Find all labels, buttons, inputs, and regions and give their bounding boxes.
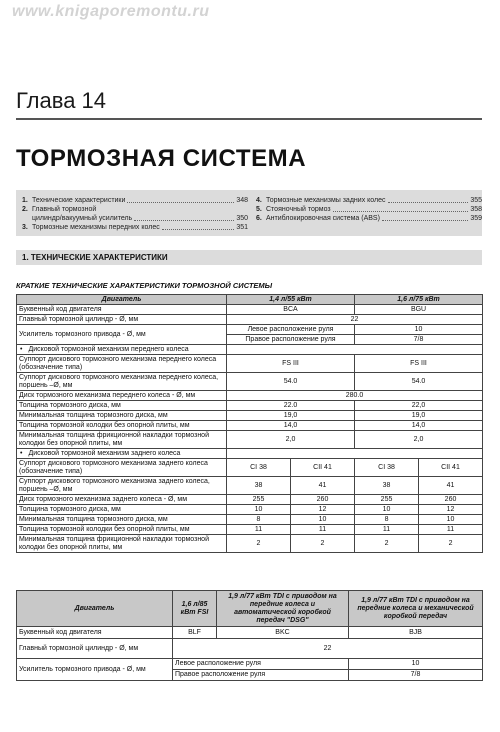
cell-value: CII 41: [291, 459, 355, 477]
row-label: Толщина тормозной колодки без опорной плиты, мм: [17, 421, 227, 431]
table-row: [17, 325, 483, 335]
table-row: [17, 373, 483, 391]
column-header: Двигатель: [17, 295, 227, 305]
cell-value: CI 38: [227, 459, 291, 477]
toc-page: 355: [470, 197, 482, 204]
table-row: [17, 315, 483, 325]
cell-value: 10: [291, 515, 355, 525]
toc-item[interactable]: [256, 196, 482, 205]
section-label: • Дисковой тормозной механизм переднего колеса: [17, 345, 227, 355]
cell-value: 7/8: [355, 335, 483, 345]
row-label: Главный тормозной цилиндр - Ø, мм: [17, 639, 173, 659]
toc-title: Тормозные механизмы задних колес: [266, 197, 386, 204]
table-row: [17, 477, 483, 495]
table-subtitle: КРАТКИЕ ТЕХНИЧЕСКИЕ ХАРАКТЕРИСТИКИ ТОРМОЗНОЙ СИСТЕМЫ: [16, 281, 273, 290]
cell-value: 19,0: [355, 411, 483, 421]
table-row: [17, 305, 483, 315]
toc-title: Технические характеристики: [32, 197, 126, 204]
cell-value: 260: [419, 495, 483, 505]
row-label: Минимальная толщина тормозного диска, мм: [17, 411, 227, 421]
cell-value: 260: [291, 495, 355, 505]
cell-value: FS III: [227, 355, 355, 373]
toc-title: Тормозные механизмы передних колес: [32, 224, 160, 231]
brake-spec-table-1: [16, 294, 483, 553]
cell-value: 38: [355, 477, 419, 495]
row-label: Усилитель тормозного привода - Ø, мм: [17, 325, 227, 345]
toc-title: цилиндр/вакуумный усилитель: [32, 215, 133, 222]
cell-value: 255: [355, 495, 419, 505]
table-row: [17, 401, 483, 411]
table-section-row: [17, 345, 483, 355]
table-row: [17, 391, 483, 401]
cell-value: 11: [291, 525, 355, 535]
cell-value: 280.0: [227, 391, 483, 401]
table-row: [17, 431, 483, 449]
row-label: Суппорт дискового тормозного механизма заднего колеса, поршень –Ø, мм: [17, 477, 227, 495]
cell-value: 12: [291, 505, 355, 515]
cell-value: 22: [227, 315, 483, 325]
cell-value: 10: [349, 659, 483, 670]
cell-value: 11: [419, 525, 483, 535]
cell-value: 2: [355, 535, 419, 553]
table-row: [17, 639, 483, 659]
cell-sublabel: Правое расположение руля: [173, 670, 349, 681]
table-header-row: [17, 295, 483, 305]
row-label: Буквенный код двигателя: [17, 627, 173, 639]
cell-value: 10: [355, 505, 419, 515]
table-row: [17, 505, 483, 515]
toc-item[interactable]: [22, 196, 248, 205]
toc-page: 359: [470, 215, 482, 222]
toc-page: 351: [236, 224, 248, 231]
cell-value: 11: [355, 525, 419, 535]
empty-cell: [227, 345, 483, 355]
toc-page: 350: [236, 215, 248, 222]
table-row: [17, 355, 483, 373]
cell-value: 2: [227, 535, 291, 553]
column-header: 1,4 л/55 кВт: [227, 295, 355, 305]
cell-value: BGU: [355, 305, 483, 315]
page-title: ТОРМОЗНАЯ СИСТЕМА: [16, 145, 307, 172]
section-heading: 1. ТЕХНИЧЕСКИЕ ХАРАКТЕРИСТИКИ: [16, 250, 482, 265]
cell-value: 10: [227, 505, 291, 515]
cell-value: 38: [227, 477, 291, 495]
cell-value: 11: [227, 525, 291, 535]
toc-leader: [134, 220, 234, 221]
cell-value: 8: [355, 515, 419, 525]
cell-value: 54.0: [355, 373, 483, 391]
toc-number: 5.: [256, 206, 262, 213]
toc-leader: [127, 202, 234, 203]
cell-value: 10: [355, 325, 483, 335]
cell-sublabel: Правое расположение руля: [227, 335, 355, 345]
cell-sublabel: Левое расположение руля: [227, 325, 355, 335]
table-section-row: [17, 449, 483, 459]
table-of-contents: [16, 190, 482, 236]
cell-value: 54.0: [227, 373, 355, 391]
cell-value: 41: [291, 477, 355, 495]
table-header-row: [17, 591, 483, 627]
row-label: Диск тормозного механизма заднего колеса - Ø, мм: [17, 495, 227, 505]
table-row: [17, 659, 483, 670]
table-row: [17, 421, 483, 431]
row-label: Минимальная толщина фрикционной накладки тормозной колодки без опорной плиты, мм: [17, 535, 227, 553]
table-row: [17, 515, 483, 525]
row-label: Толщина тормозного диска, мм: [17, 401, 227, 411]
row-label: Главный тормозной цилиндр - Ø, мм: [17, 315, 227, 325]
cell-value: 22: [173, 639, 483, 659]
cell-value: 41: [419, 477, 483, 495]
toc-number: 4.: [256, 197, 262, 204]
cell-value: 2: [291, 535, 355, 553]
toc-title: Главный тормозной: [32, 206, 97, 213]
cell-value: 22.0: [227, 401, 355, 411]
column-header: 1,9 л/77 кВт TDI с приводом на передние колеса и механической коробкой передач: [349, 591, 483, 627]
cell-value: 2,0: [355, 431, 483, 449]
cell-sublabel: Левое расположение руля: [173, 659, 349, 670]
chapter-heading: Глава 14: [16, 88, 107, 113]
column-header: 1,9 л/77 кВт TDI с приводом на передние колеса и автоматической коробкой передач "DSG": [217, 591, 349, 627]
cell-value: CI 38: [355, 459, 419, 477]
cell-value: 12: [419, 505, 483, 515]
cell-value: 19,0: [227, 411, 355, 421]
row-label: Диск тормозного механизма переднего колеса - Ø, мм: [17, 391, 227, 401]
toc-leader: [382, 220, 468, 221]
toc-title: Стояночный тормоз: [266, 206, 331, 213]
toc-number: 1.: [22, 197, 28, 204]
toc-item[interactable]: [256, 205, 482, 214]
toc-number: 3.: [22, 224, 28, 231]
table-row: [17, 459, 483, 477]
cell-value: 14,0: [355, 421, 483, 431]
cell-value: BCA: [227, 305, 355, 315]
cell-value: 10: [419, 515, 483, 525]
row-label: Минимальная толщина тормозного диска, мм: [17, 515, 227, 525]
toc-leader: [333, 211, 469, 212]
row-label: Толщина тормозного диска, мм: [17, 505, 227, 515]
cell-value: 2,0: [227, 431, 355, 449]
cell-value: 7/8: [349, 670, 483, 681]
cell-value: 255: [227, 495, 291, 505]
brake-spec-table-2: [16, 590, 483, 681]
toc-item[interactable]: [22, 214, 248, 223]
cell-value: CII 41: [419, 459, 483, 477]
toc-title: Антиблокировочная система (ABS): [266, 215, 380, 222]
row-label: Толщина тормозной колодки без опорной плиты, мм: [17, 525, 227, 535]
column-header: Двигатель: [17, 591, 173, 627]
empty-cell: [227, 449, 483, 459]
row-label: Минимальная толщина фрикционной накладки тормозной колодки без опорной плиты, мм: [17, 431, 227, 449]
toc-item[interactable]: [256, 214, 482, 223]
toc-item[interactable]: [22, 205, 248, 214]
row-label: Суппорт дискового тормозного механизма заднего колеса (обозначение типа): [17, 459, 227, 477]
table-row: [17, 535, 483, 553]
cell-value: BLF: [173, 627, 217, 639]
toc-item[interactable]: [22, 223, 248, 232]
toc-page: 348: [236, 197, 248, 204]
cell-value: 8: [227, 515, 291, 525]
toc-number: 6.: [256, 215, 262, 222]
chapter-rule: [16, 118, 482, 120]
row-label: Суппорт дискового тормозного механизма переднего колеса, поршень –Ø, мм: [17, 373, 227, 391]
cell-value: FS III: [355, 355, 483, 373]
row-label: Буквенный код двигателя: [17, 305, 227, 315]
cell-value: BJB: [349, 627, 483, 639]
cell-value: 2: [419, 535, 483, 553]
toc-page: 358: [470, 206, 482, 213]
toc-number: 2.: [22, 206, 28, 213]
section-label: • Дисковой тормозной механизм заднего колеса: [17, 449, 227, 459]
watermark: www.knigaporemontu.ru: [12, 3, 210, 20]
toc-left-column: [22, 196, 248, 232]
table-row: [17, 627, 483, 639]
toc-leader: [162, 229, 235, 230]
cell-value: 22,0: [355, 401, 483, 411]
row-label: Суппорт дискового тормозного механизма переднего колеса (обозначение типа): [17, 355, 227, 373]
table-row: [17, 525, 483, 535]
column-header: 1,6 л/75 кВт: [355, 295, 483, 305]
table-row: [17, 411, 483, 421]
row-label: Усилитель тормозного привода - Ø, мм: [17, 659, 173, 681]
toc-right-column: [256, 196, 482, 223]
column-header: 1,6 л/85 кВт FSI: [173, 591, 217, 627]
cell-value: 14,0: [227, 421, 355, 431]
toc-leader: [388, 202, 469, 203]
table-row: [17, 495, 483, 505]
cell-value: BKC: [217, 627, 349, 639]
